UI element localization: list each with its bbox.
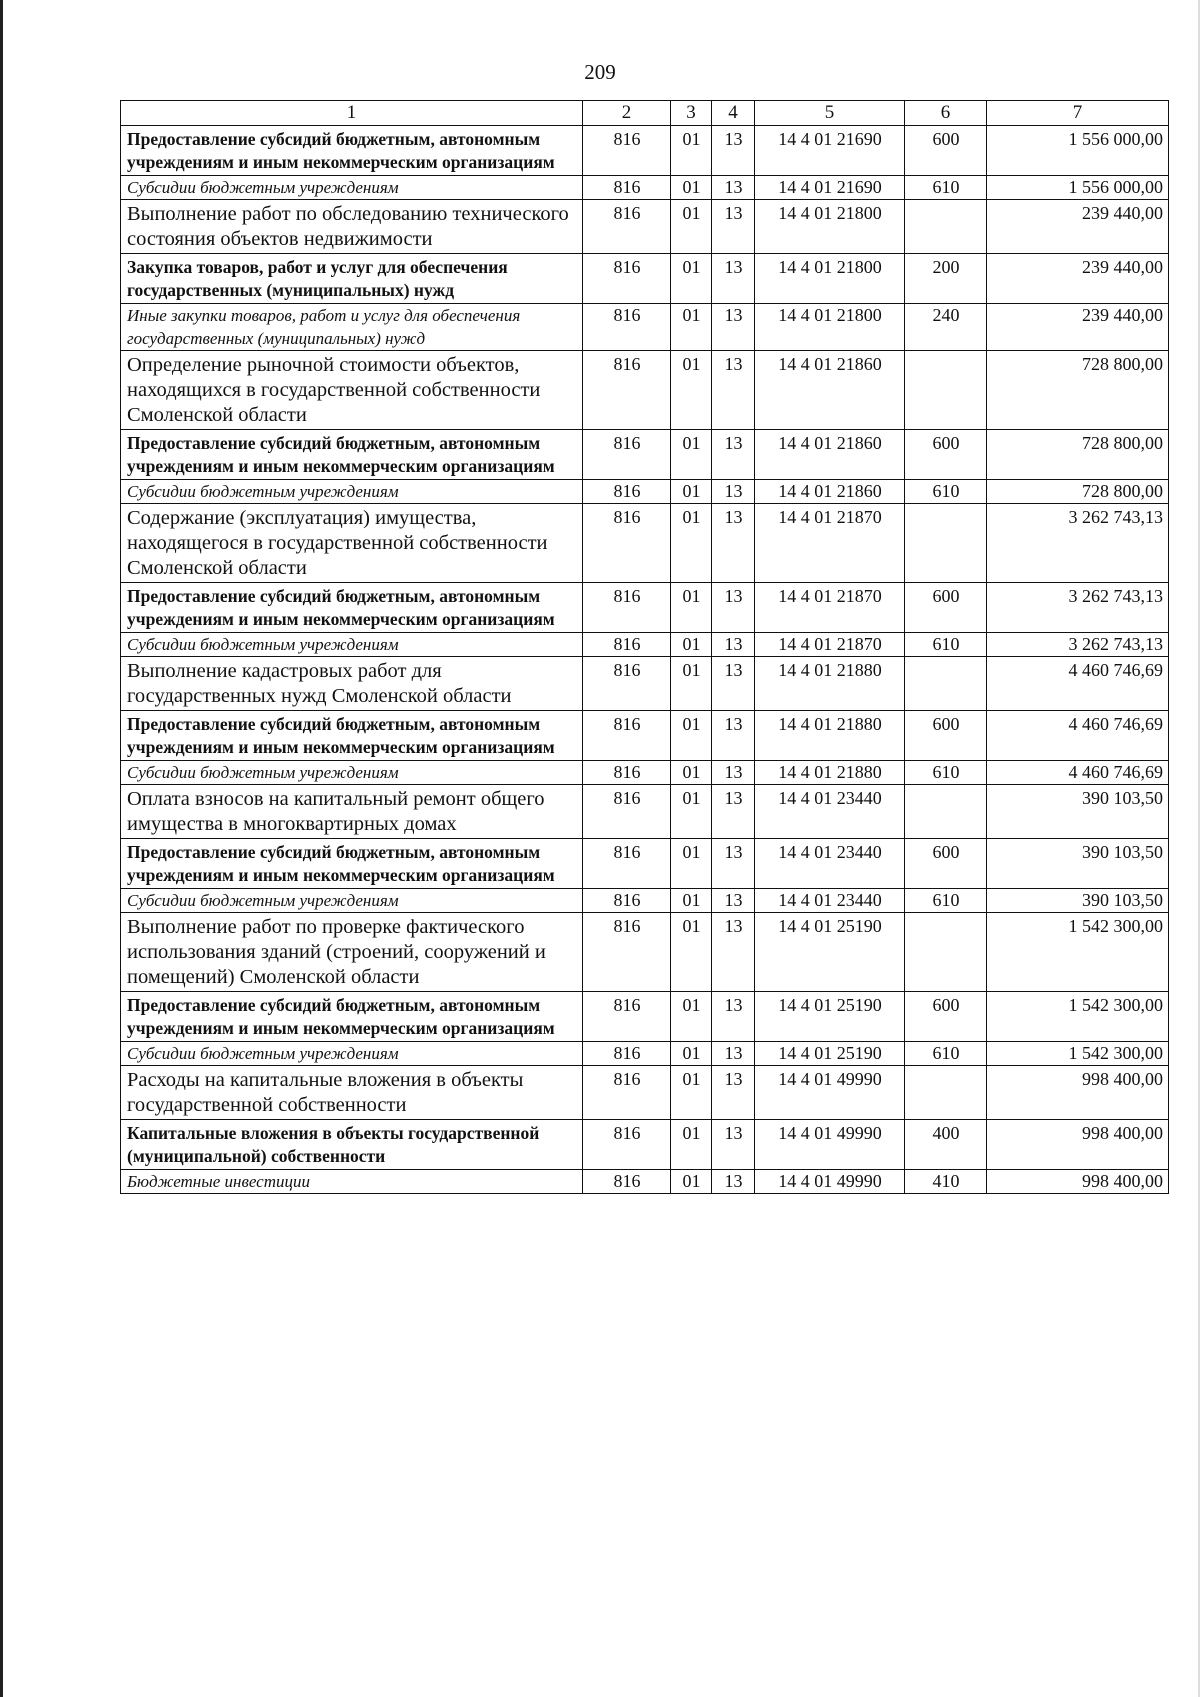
row-expense-type-cell: 610 xyxy=(905,1042,987,1066)
row-name-cell: Субсидии бюджетным учреждениям xyxy=(121,480,583,504)
row-admin-code-cell: 816 xyxy=(583,785,671,839)
row-amount-cell: 1 556 000,00 xyxy=(987,126,1169,176)
row-subsection-cell: 13 xyxy=(712,711,755,761)
header-col-5: 5 xyxy=(755,101,905,126)
row-target-article-cell: 14 4 01 21800 xyxy=(755,254,905,304)
row-subsection-cell: 13 xyxy=(712,480,755,504)
row-target-article-cell: 14 4 01 21690 xyxy=(755,176,905,200)
row-subsection-cell: 13 xyxy=(712,657,755,711)
row-name-cell: Расходы на капитальные вложения в объекты государственной собственности xyxy=(121,1066,583,1120)
row-admin-code-cell: 816 xyxy=(583,839,671,889)
row-subsection-cell: 13 xyxy=(712,1170,755,1194)
row-expense-type-cell xyxy=(905,913,987,992)
row-name-cell: Иные закупки товаров, работ и услуг для обеспечения государственных (муниципальных) нужд xyxy=(121,304,583,351)
row-section-cell: 01 xyxy=(671,1120,712,1170)
row-expense-type-cell xyxy=(905,785,987,839)
row-section-cell: 01 xyxy=(671,504,712,583)
row-admin-code-cell: 816 xyxy=(583,254,671,304)
table-row xyxy=(121,430,1169,480)
row-subsection-cell: 13 xyxy=(712,1042,755,1066)
row-subsection-cell: 13 xyxy=(712,254,755,304)
row-section-cell: 01 xyxy=(671,992,712,1042)
row-target-article-cell: 14 4 01 21860 xyxy=(755,480,905,504)
row-admin-code-cell: 816 xyxy=(583,711,671,761)
row-expense-type-cell: 200 xyxy=(905,254,987,304)
row-target-article-cell: 14 4 01 21800 xyxy=(755,200,905,254)
row-subsection-cell: 13 xyxy=(712,839,755,889)
row-name-cell: Выполнение работ по обследованию технического состояния объектов недвижимости xyxy=(121,200,583,254)
row-expense-type-cell: 600 xyxy=(905,126,987,176)
row-subsection-cell: 13 xyxy=(712,1120,755,1170)
row-section-cell: 01 xyxy=(671,480,712,504)
row-subsection-cell: 13 xyxy=(712,1066,755,1120)
row-amount-cell: 998 400,00 xyxy=(987,1066,1169,1120)
table-row xyxy=(121,633,1169,657)
row-section-cell: 01 xyxy=(671,889,712,913)
row-name-cell: Предоставление субсидий бюджетным, автономным учреждениям и иным некоммерческим организациям xyxy=(121,126,583,176)
row-amount-cell: 1 542 300,00 xyxy=(987,992,1169,1042)
row-target-article-cell: 14 4 01 21860 xyxy=(755,430,905,480)
row-subsection-cell: 13 xyxy=(712,889,755,913)
header-col-2: 2 xyxy=(583,101,671,126)
row-section-cell: 01 xyxy=(671,126,712,176)
row-admin-code-cell: 816 xyxy=(583,1120,671,1170)
table-row xyxy=(121,913,1169,992)
row-target-article-cell: 14 4 01 21880 xyxy=(755,711,905,761)
row-subsection-cell: 13 xyxy=(712,504,755,583)
row-subsection-cell: 13 xyxy=(712,913,755,992)
row-section-cell: 01 xyxy=(671,430,712,480)
row-subsection-cell: 13 xyxy=(712,761,755,785)
table-header-row xyxy=(121,101,1169,126)
row-expense-type-cell: 400 xyxy=(905,1120,987,1170)
table-row xyxy=(121,761,1169,785)
row-admin-code-cell: 816 xyxy=(583,1066,671,1120)
table-row xyxy=(121,504,1169,583)
table-row xyxy=(121,254,1169,304)
row-target-article-cell: 14 4 01 21870 xyxy=(755,504,905,583)
row-name-cell: Капитальные вложения в объекты государственной (муниципальной) собственности xyxy=(121,1120,583,1170)
header-col-7: 7 xyxy=(987,101,1169,126)
table-row xyxy=(121,480,1169,504)
row-section-cell: 01 xyxy=(671,304,712,351)
row-target-article-cell: 14 4 01 25190 xyxy=(755,913,905,992)
row-admin-code-cell: 816 xyxy=(583,657,671,711)
row-subsection-cell: 13 xyxy=(712,304,755,351)
row-subsection-cell: 13 xyxy=(712,351,755,430)
row-section-cell: 01 xyxy=(671,583,712,633)
row-expense-type-cell: 600 xyxy=(905,583,987,633)
row-amount-cell: 728 800,00 xyxy=(987,430,1169,480)
row-expense-type-cell: 610 xyxy=(905,176,987,200)
row-name-cell: Субсидии бюджетным учреждениям xyxy=(121,761,583,785)
table-row xyxy=(121,889,1169,913)
row-amount-cell: 239 440,00 xyxy=(987,254,1169,304)
table-row xyxy=(121,657,1169,711)
row-target-article-cell: 14 4 01 21870 xyxy=(755,583,905,633)
row-target-article-cell: 14 4 01 23440 xyxy=(755,889,905,913)
row-amount-cell: 3 262 743,13 xyxy=(987,633,1169,657)
page-number: 209 xyxy=(584,60,616,84)
row-expense-type-cell xyxy=(905,1066,987,1120)
row-subsection-cell: 13 xyxy=(712,430,755,480)
row-admin-code-cell: 816 xyxy=(583,200,671,254)
row-expense-type-cell: 240 xyxy=(905,304,987,351)
row-admin-code-cell: 816 xyxy=(583,480,671,504)
table-row xyxy=(121,839,1169,889)
row-section-cell: 01 xyxy=(671,351,712,430)
row-name-cell: Закупка товаров, работ и услуг для обеспечения государственных (муниципальных) нужд xyxy=(121,254,583,304)
table-row xyxy=(121,1170,1169,1194)
row-subsection-cell: 13 xyxy=(712,126,755,176)
row-amount-cell: 239 440,00 xyxy=(987,304,1169,351)
budget-table xyxy=(120,100,1169,1194)
table-row xyxy=(121,1042,1169,1066)
row-admin-code-cell: 816 xyxy=(583,633,671,657)
row-name-cell: Предоставление субсидий бюджетным, автономным учреждениям и иным некоммерческим организациям xyxy=(121,583,583,633)
row-target-article-cell: 14 4 01 21690 xyxy=(755,126,905,176)
row-section-cell: 01 xyxy=(671,633,712,657)
row-expense-type-cell xyxy=(905,200,987,254)
row-amount-cell: 1 542 300,00 xyxy=(987,1042,1169,1066)
row-section-cell: 01 xyxy=(671,1042,712,1066)
row-target-article-cell: 14 4 01 23440 xyxy=(755,839,905,889)
table-row xyxy=(121,1120,1169,1170)
row-subsection-cell: 13 xyxy=(712,583,755,633)
row-section-cell: 01 xyxy=(671,785,712,839)
row-expense-type-cell xyxy=(905,657,987,711)
row-name-cell: Оплата взносов на капитальный ремонт общего имущества в многоквартирных домах xyxy=(121,785,583,839)
row-section-cell: 01 xyxy=(671,1170,712,1194)
table-row xyxy=(121,126,1169,176)
row-name-cell: Выполнение кадастровых работ для государственных нужд Смоленской области xyxy=(121,657,583,711)
row-expense-type-cell: 610 xyxy=(905,480,987,504)
row-target-article-cell: 14 4 01 49990 xyxy=(755,1066,905,1120)
row-admin-code-cell: 816 xyxy=(583,430,671,480)
row-subsection-cell: 13 xyxy=(712,200,755,254)
row-name-cell: Определение рыночной стоимости объектов, находящихся в государственной собственности Смоленской области xyxy=(121,351,583,430)
row-expense-type-cell xyxy=(905,351,987,430)
row-admin-code-cell: 816 xyxy=(583,504,671,583)
row-section-cell: 01 xyxy=(671,761,712,785)
row-target-article-cell: 14 4 01 21880 xyxy=(755,761,905,785)
row-name-cell: Выполнение работ по проверке фактического использования зданий (строений, сооружений и помещений) Смоленской области xyxy=(121,913,583,992)
row-expense-type-cell: 600 xyxy=(905,839,987,889)
row-target-article-cell: 14 4 01 49990 xyxy=(755,1170,905,1194)
row-amount-cell: 390 103,50 xyxy=(987,839,1169,889)
table-row xyxy=(121,176,1169,200)
row-expense-type-cell: 610 xyxy=(905,889,987,913)
row-admin-code-cell: 816 xyxy=(583,761,671,785)
row-expense-type-cell: 410 xyxy=(905,1170,987,1194)
table-row xyxy=(121,304,1169,351)
header-col-1: 1 xyxy=(121,101,583,126)
row-expense-type-cell: 600 xyxy=(905,430,987,480)
scan-left-edge xyxy=(0,0,3,1697)
row-name-cell: Предоставление субсидий бюджетным, автономным учреждениям и иным некоммерческим организациям xyxy=(121,839,583,889)
row-amount-cell: 239 440,00 xyxy=(987,200,1169,254)
row-amount-cell: 4 460 746,69 xyxy=(987,761,1169,785)
row-name-cell: Предоставление субсидий бюджетным, автономным учреждениям и иным некоммерческим организациям xyxy=(121,711,583,761)
row-target-article-cell: 14 4 01 21870 xyxy=(755,633,905,657)
row-target-article-cell: 14 4 01 21860 xyxy=(755,351,905,430)
row-admin-code-cell: 816 xyxy=(583,583,671,633)
row-name-cell: Предоставление субсидий бюджетным, автономным учреждениям и иным некоммерческим организациям xyxy=(121,992,583,1042)
row-name-cell: Субсидии бюджетным учреждениям xyxy=(121,889,583,913)
row-section-cell: 01 xyxy=(671,254,712,304)
row-section-cell: 01 xyxy=(671,711,712,761)
row-target-article-cell: 14 4 01 49990 xyxy=(755,1120,905,1170)
row-section-cell: 01 xyxy=(671,176,712,200)
header-col-3: 3 xyxy=(671,101,712,126)
row-admin-code-cell: 816 xyxy=(583,889,671,913)
table-body xyxy=(121,101,1169,1194)
row-name-cell: Бюджетные инвестиции xyxy=(121,1170,583,1194)
row-admin-code-cell: 816 xyxy=(583,1170,671,1194)
row-expense-type-cell: 600 xyxy=(905,711,987,761)
row-admin-code-cell: 816 xyxy=(583,351,671,430)
row-amount-cell: 390 103,50 xyxy=(987,785,1169,839)
row-expense-type-cell xyxy=(905,504,987,583)
row-admin-code-cell: 816 xyxy=(583,176,671,200)
row-amount-cell: 998 400,00 xyxy=(987,1120,1169,1170)
row-name-cell: Субсидии бюджетным учреждениям xyxy=(121,633,583,657)
table-row xyxy=(121,711,1169,761)
table-row xyxy=(121,1066,1169,1120)
row-name-cell: Субсидии бюджетным учреждениям xyxy=(121,176,583,200)
table-row xyxy=(121,351,1169,430)
row-subsection-cell: 13 xyxy=(712,633,755,657)
row-section-cell: 01 xyxy=(671,200,712,254)
row-amount-cell: 4 460 746,69 xyxy=(987,657,1169,711)
header-col-4: 4 xyxy=(712,101,755,126)
row-expense-type-cell: 610 xyxy=(905,761,987,785)
row-name-cell: Содержание (эксплуатация) имущества, находящегося в государственной собственности Смоленской области xyxy=(121,504,583,583)
row-section-cell: 01 xyxy=(671,1066,712,1120)
header-col-6: 6 xyxy=(905,101,987,126)
row-admin-code-cell: 816 xyxy=(583,126,671,176)
row-amount-cell: 998 400,00 xyxy=(987,1170,1169,1194)
row-amount-cell: 3 262 743,13 xyxy=(987,504,1169,583)
row-subsection-cell: 13 xyxy=(712,785,755,839)
row-amount-cell: 1 556 000,00 xyxy=(987,176,1169,200)
row-admin-code-cell: 816 xyxy=(583,304,671,351)
row-amount-cell: 728 800,00 xyxy=(987,480,1169,504)
row-amount-cell: 390 103,50 xyxy=(987,889,1169,913)
row-target-article-cell: 14 4 01 25190 xyxy=(755,992,905,1042)
row-target-article-cell: 14 4 01 23440 xyxy=(755,785,905,839)
row-section-cell: 01 xyxy=(671,913,712,992)
row-target-article-cell: 14 4 01 21880 xyxy=(755,657,905,711)
row-amount-cell: 728 800,00 xyxy=(987,351,1169,430)
row-name-cell: Субсидии бюджетным учреждениям xyxy=(121,1042,583,1066)
row-name-cell: Предоставление субсидий бюджетным, автономным учреждениям и иным некоммерческим организациям xyxy=(121,430,583,480)
table-row xyxy=(121,785,1169,839)
row-section-cell: 01 xyxy=(671,839,712,889)
row-expense-type-cell: 610 xyxy=(905,633,987,657)
row-subsection-cell: 13 xyxy=(712,176,755,200)
row-target-article-cell: 14 4 01 25190 xyxy=(755,1042,905,1066)
row-subsection-cell: 13 xyxy=(712,992,755,1042)
row-amount-cell: 1 542 300,00 xyxy=(987,913,1169,992)
row-amount-cell: 3 262 743,13 xyxy=(987,583,1169,633)
row-amount-cell: 4 460 746,69 xyxy=(987,711,1169,761)
row-admin-code-cell: 816 xyxy=(583,992,671,1042)
table-row xyxy=(121,583,1169,633)
table-row xyxy=(121,200,1169,254)
row-expense-type-cell: 600 xyxy=(905,992,987,1042)
row-admin-code-cell: 816 xyxy=(583,1042,671,1066)
row-admin-code-cell: 816 xyxy=(583,913,671,992)
table-row xyxy=(121,992,1169,1042)
row-target-article-cell: 14 4 01 21800 xyxy=(755,304,905,351)
row-section-cell: 01 xyxy=(671,657,712,711)
